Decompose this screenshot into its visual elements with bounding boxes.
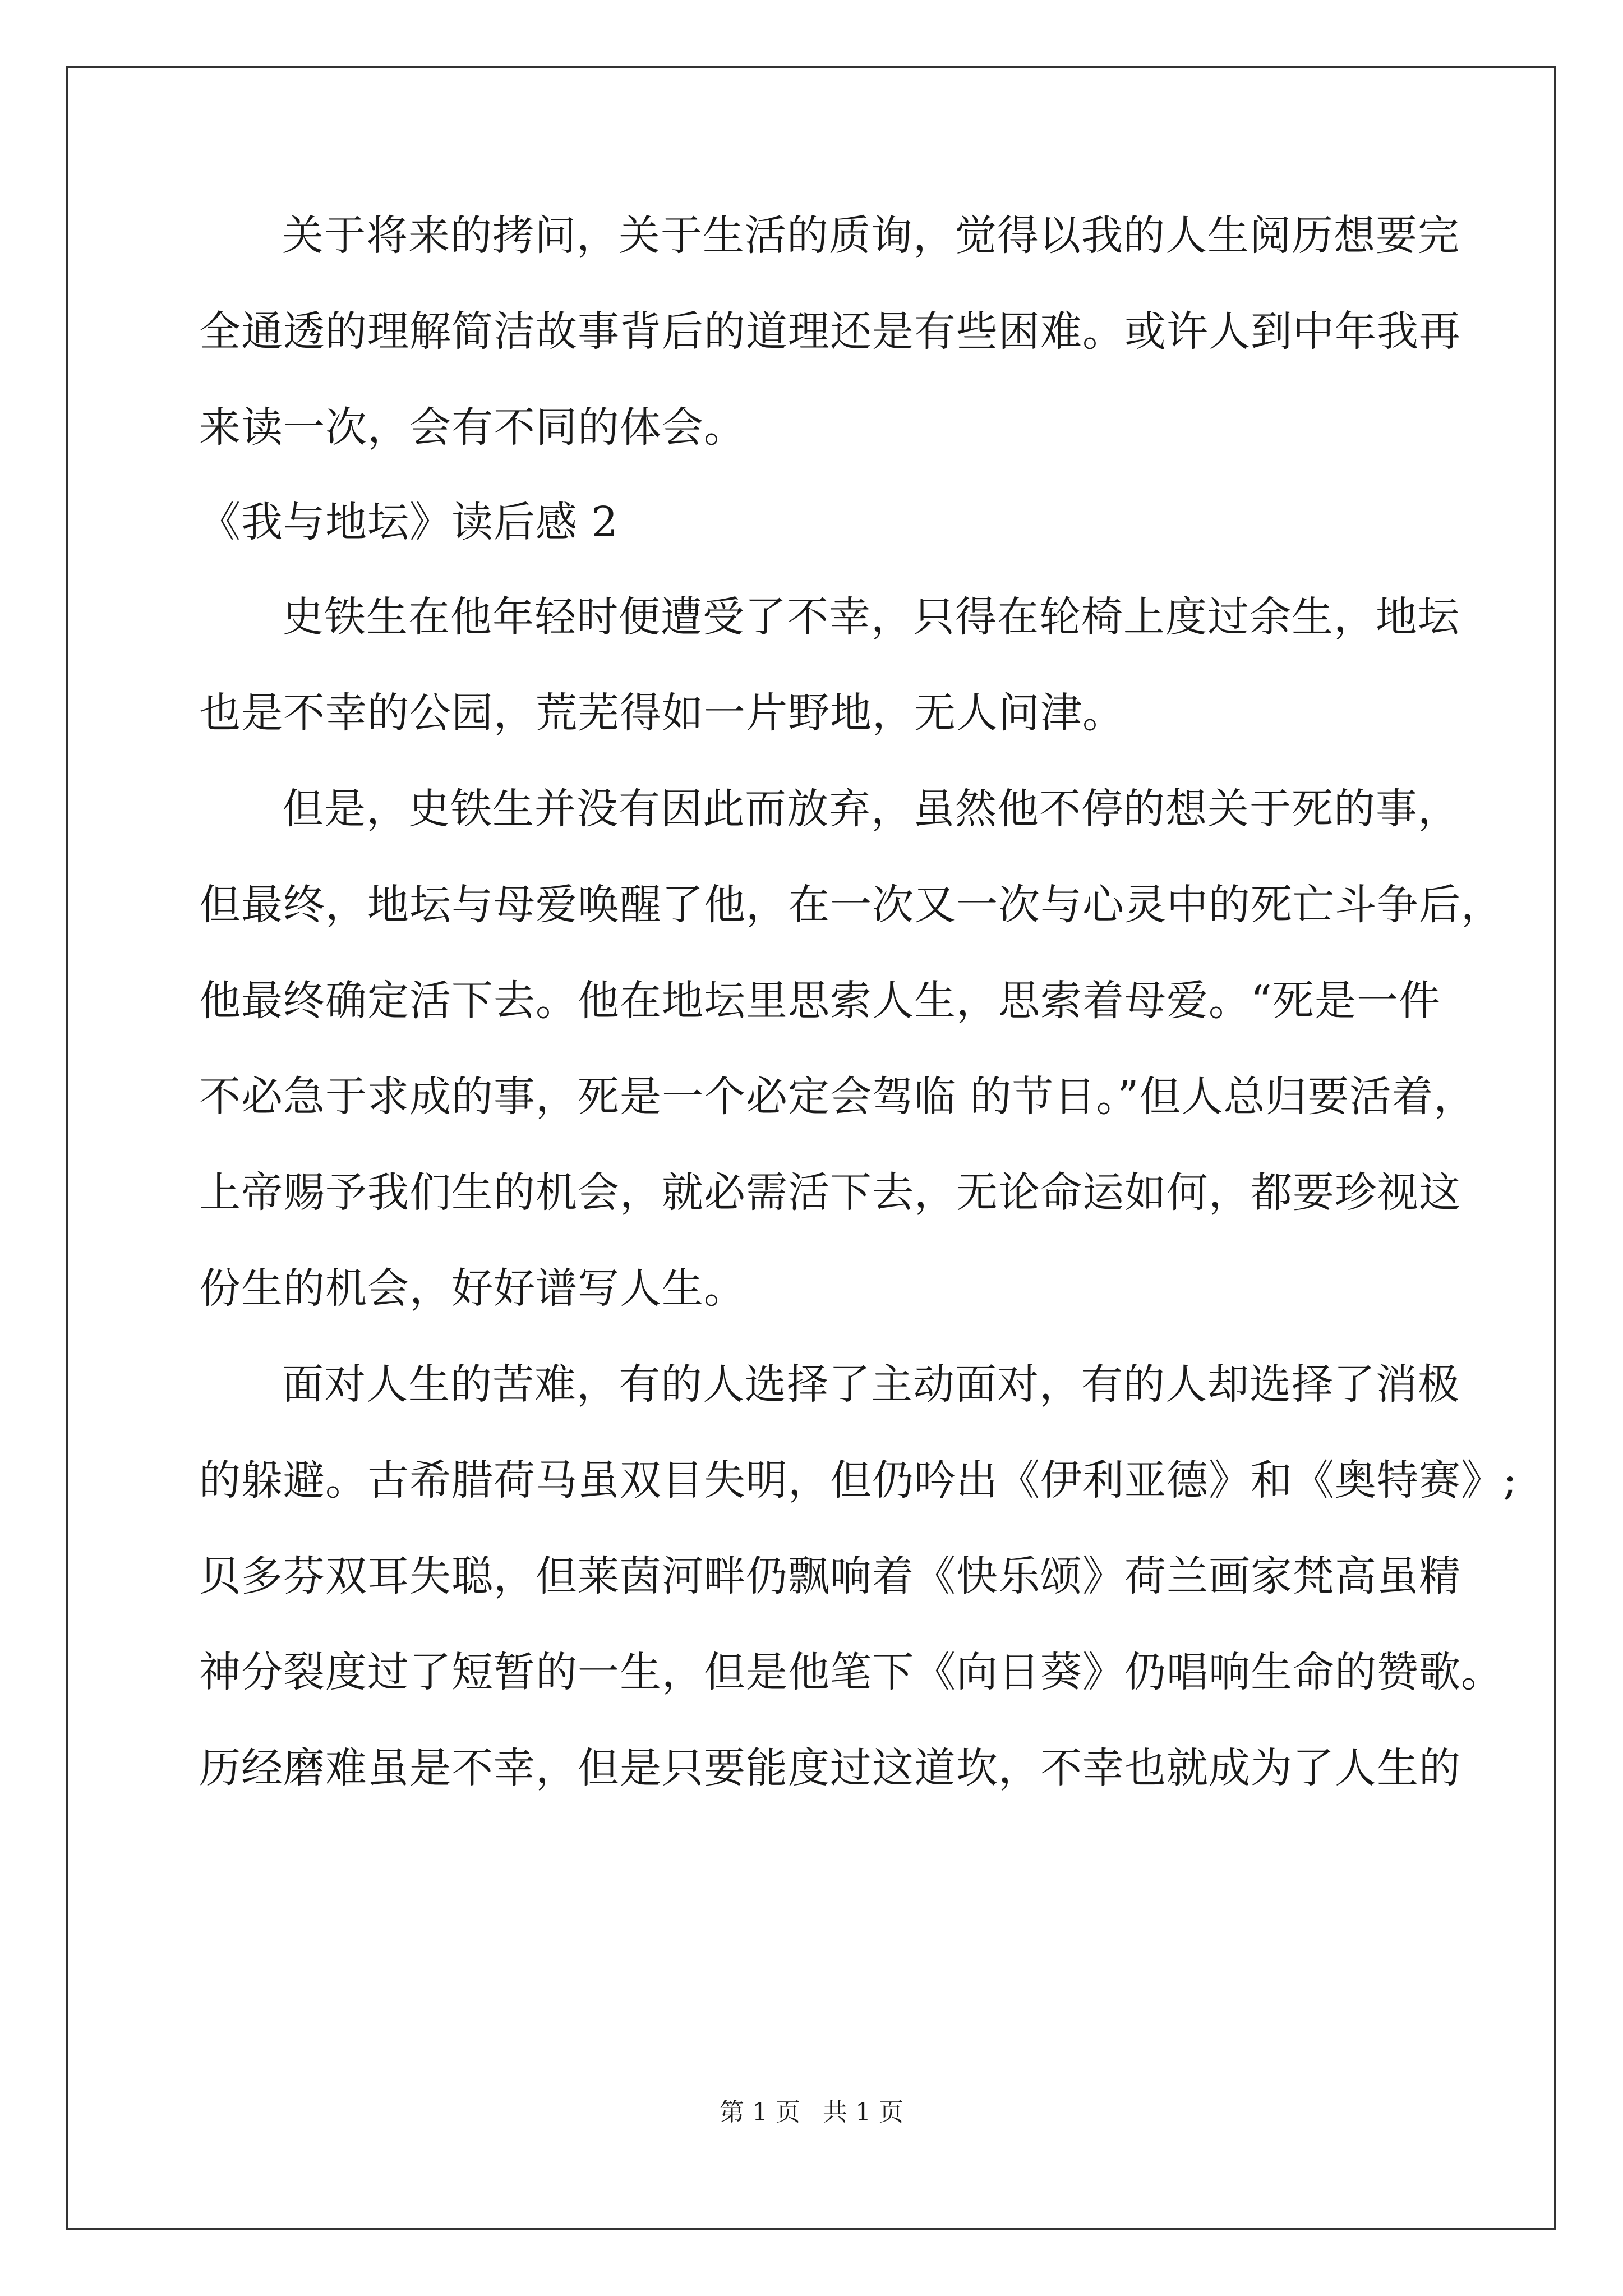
paragraph-2-line-2: 也是不幸的公园，荒芜得如一片野地，无人问津。 <box>199 689 1124 737</box>
paragraph-4-line-4: 神分裂度过了短暂的一生，但是他笔下《向日葵》仍唱响生命的赞歌。 <box>199 1648 1503 1696</box>
paragraph-3-line-4: 不必急于求成的事，死是一个必定会驾临 的节日。”但人总归要活着， <box>199 1073 1476 1121</box>
paragraph-4-line-3: 贝多芬双耳失聪，但莱茵河畔仍飘响着《快乐颂》荷兰画家梵高虽精 <box>199 1552 1461 1600</box>
section-heading: 《我与地坛》读后感 2 <box>199 498 619 546</box>
paragraph-4-line-1: 面对人生的苦难，有的人选择了主动面对，有的人却选择了消极 <box>282 1360 1460 1409</box>
paragraph-3-line-2: 但最终，地坛与母爱唤醒了他，在一次又一次与心灵中的死亡斗争后， <box>199 881 1503 929</box>
paragraph-3-line-6: 份生的机会，好好谱写人生。 <box>199 1264 746 1313</box>
paragraph-3-line-3: 他最终确定活下去。他在地坛里思索人生，思索着母爱。“死是一件 <box>199 977 1441 1025</box>
page-footer <box>0 2096 1623 2129</box>
paragraph-4-line-5: 历经磨难虽是不幸，但是只要能度过这道坎，不幸也就成为了人生的 <box>199 1744 1461 1792</box>
paragraph-2-line-1: 史铁生在他年轻时便遭受了不幸，只得在轮椅上度过余生，地坛 <box>282 593 1460 641</box>
paragraph-1-line-1: 关于将来的拷问，关于生活的质询，觉得以我的人生阅历想要完 <box>282 211 1460 260</box>
page-border <box>66 66 1556 2230</box>
paragraph-4-line-2: 的躲避。古希腊荷马虽双目失明，但仍吟出《伊利亚德》和《奥特赛》; <box>199 1456 1518 1504</box>
paragraph-3-line-5: 上帝赐予我们生的机会，就必需活下去，无论命运如何，都要珍视这 <box>199 1168 1461 1217</box>
page-number: 第 1 页 <box>720 2098 800 2127</box>
paragraph-3-line-1: 但是，史铁生并没有因此而放弃，虽然他不停的想关于死的事， <box>282 785 1460 833</box>
paragraph-1-line-2: 全通透的理解简洁故事背后的道理还是有些困难。或许人到中年我再 <box>199 307 1461 356</box>
paragraph-1-line-3: 来读一次，会有不同的体会。 <box>199 403 746 452</box>
page-total: 共 1 页 <box>823 2098 903 2127</box>
